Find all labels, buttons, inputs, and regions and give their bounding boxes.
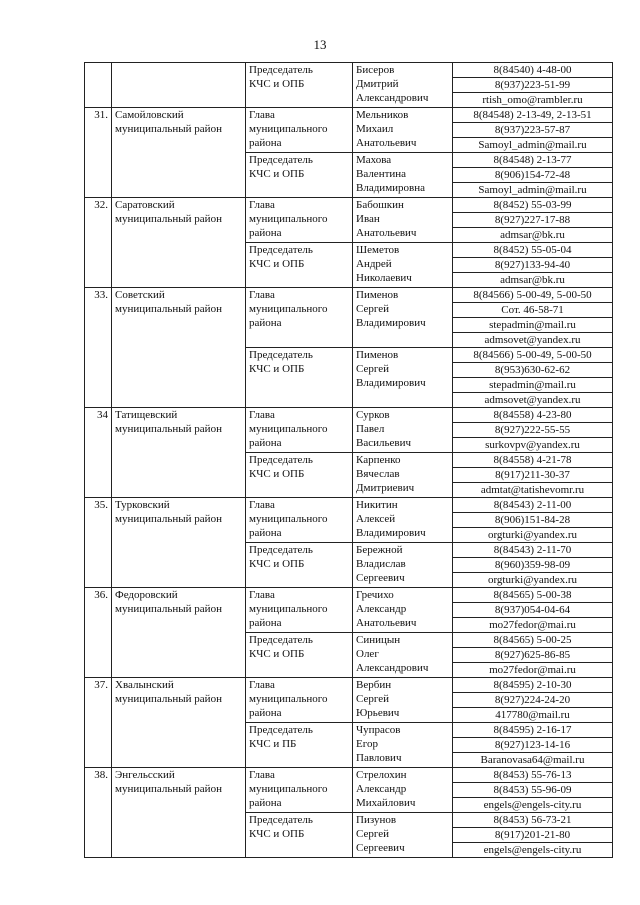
person-line: Николаевич	[356, 272, 412, 284]
person-line: Анатольевич	[356, 227, 417, 239]
contact-cell: 8(8452) 55-05-04	[453, 243, 613, 258]
position-line: Председатель	[249, 724, 313, 736]
position-line: Глава	[249, 109, 275, 121]
position-line: Председатель	[249, 244, 313, 256]
position-line: района	[249, 137, 282, 149]
position-line: КЧС и ОПБ	[249, 648, 305, 660]
person-cell	[353, 633, 453, 678]
position-cell	[246, 813, 353, 858]
region-cell	[112, 63, 246, 108]
contact-cell: 8(84548) 2-13-77	[453, 153, 613, 168]
contact-cell: 417780@mail.ru	[453, 708, 613, 723]
person-cell	[353, 198, 453, 243]
region-line: Энгельсский	[115, 769, 175, 781]
contact-cell: 8(8452) 55-03-99	[453, 198, 613, 213]
person-line: Сергеевич	[356, 572, 405, 584]
region-cell	[112, 588, 246, 678]
row-number	[85, 63, 112, 108]
person-cell	[353, 348, 453, 408]
position-line: Глава	[249, 679, 275, 691]
person-cell	[353, 588, 453, 633]
region-cell	[112, 198, 246, 288]
position-cell	[246, 723, 353, 768]
region-line: Федоровский	[115, 589, 178, 601]
position-cell	[246, 543, 353, 588]
contact-cell: 8(937)223-57-87	[453, 123, 613, 138]
position-line: района	[249, 617, 282, 629]
position-line: района	[249, 797, 282, 809]
contact-cell: engels@engels-city.ru	[453, 843, 613, 858]
region-line: Татищевский	[115, 409, 178, 421]
person-line: Стрелохин	[356, 769, 407, 781]
contact-cell: 8(84595) 2-10-30	[453, 678, 613, 693]
region-cell	[112, 768, 246, 858]
region-line: муниципальный район	[115, 213, 222, 225]
contact-cell: mo27fedor@mai.ru	[453, 663, 613, 678]
position-line: Глава	[249, 199, 275, 211]
region-line: Хвалынский	[115, 679, 174, 691]
position-line: муниципального	[249, 513, 328, 525]
person-cell	[353, 768, 453, 813]
person-line: Михайлович	[356, 797, 416, 809]
position-line: КЧС и ОПБ	[249, 78, 305, 90]
page-number: 13	[313, 37, 327, 52]
contact-cell: 8(84543) 2-11-70	[453, 543, 613, 558]
person-line: Шеметов	[356, 244, 400, 256]
position-line: муниципального	[249, 213, 328, 225]
contact-cell: 8(84566) 5-00-49, 5-00-50	[453, 348, 613, 363]
region-cell	[112, 678, 246, 768]
contact-cell: 8(8453) 55-96-09	[453, 783, 613, 798]
region-line: Турковский	[115, 499, 170, 511]
person-cell	[353, 813, 453, 858]
person-line: Сергей	[356, 693, 389, 705]
person-line: Пименов	[356, 289, 399, 301]
person-line: Валентина	[356, 168, 407, 180]
person-cell	[353, 498, 453, 543]
position-line: района	[249, 527, 282, 539]
person-line: Дмитрий	[356, 78, 399, 90]
row-number: 35.	[85, 498, 112, 588]
position-cell	[246, 768, 353, 813]
person-cell	[353, 288, 453, 348]
contact-cell: 8(8453) 55-76-13	[453, 768, 613, 783]
row-number: 32.	[85, 198, 112, 288]
contacts-table	[84, 62, 613, 858]
position-line: района	[249, 437, 282, 449]
position-line: КЧС и ПБ	[249, 738, 297, 750]
person-line: Егор	[356, 738, 378, 750]
person-line: Владимирович	[356, 377, 426, 389]
position-line: муниципального	[249, 123, 328, 135]
position-line: муниципального	[249, 603, 328, 615]
position-line: КЧС и ОПБ	[249, 468, 305, 480]
person-line: Сурков	[356, 409, 390, 421]
person-line: Никитин	[356, 499, 398, 511]
row-number: 31.	[85, 108, 112, 198]
contact-cell: 8(937)054-04-64	[453, 603, 613, 618]
position-line: Глава	[249, 499, 275, 511]
table-row	[85, 63, 613, 78]
region-line: Советский	[115, 289, 165, 301]
position-cell	[246, 63, 353, 108]
person-line: Карпенко	[356, 454, 401, 466]
contact-cell: 8(927)133-94-40	[453, 258, 613, 273]
position-cell	[246, 408, 353, 453]
person-line: Иван	[356, 213, 380, 225]
contact-cell: 8(84558) 4-21-78	[453, 453, 613, 468]
table-row	[85, 498, 613, 513]
position-line: КЧС и ОПБ	[249, 363, 305, 375]
person-cell	[353, 108, 453, 153]
person-line: Александр	[356, 783, 407, 795]
person-line: Бабошкин	[356, 199, 404, 211]
person-cell	[353, 63, 453, 108]
contact-cell: 8(937)223-51-99	[453, 78, 613, 93]
person-cell	[353, 243, 453, 288]
position-line: района	[249, 707, 282, 719]
position-line: Глава	[249, 409, 275, 421]
position-line: Председатель	[249, 64, 313, 76]
contact-cell: 8(927)123-14-16	[453, 738, 613, 753]
contact-cell: Сот. 46-58-71	[453, 303, 613, 318]
contact-cell: admsovet@yandex.ru	[453, 333, 613, 348]
region-cell	[112, 108, 246, 198]
contact-cell: 8(953)630-62-62	[453, 363, 613, 378]
person-line: Михаил	[356, 123, 394, 135]
contact-cell: 8(917)211-30-37	[453, 468, 613, 483]
row-number: 37.	[85, 678, 112, 768]
person-line: Александр	[356, 603, 407, 615]
row-number: 36.	[85, 588, 112, 678]
position-line: района	[249, 317, 282, 329]
position-cell	[246, 288, 353, 348]
person-line: Алексей	[356, 513, 396, 525]
person-line: Александрович	[356, 662, 429, 674]
position-line: Председатель	[249, 544, 313, 556]
row-number: 33.	[85, 288, 112, 408]
position-line: Председатель	[249, 634, 313, 646]
contact-cell: engels@engels-city.ru	[453, 798, 613, 813]
row-number: 38.	[85, 768, 112, 858]
position-cell	[246, 198, 353, 243]
region-line: муниципальный район	[115, 693, 222, 705]
person-line: Владимирович	[356, 317, 426, 329]
person-cell	[353, 408, 453, 453]
position-cell	[246, 498, 353, 543]
position-line: Председатель	[249, 814, 313, 826]
region-line: Саратовский	[115, 199, 175, 211]
table-row	[85, 198, 613, 213]
contact-cell: mo27fedor@mai.ru	[453, 618, 613, 633]
contact-cell: 8(84558) 4-23-80	[453, 408, 613, 423]
person-line: Бережной	[356, 544, 403, 556]
contact-cell: 8(927)224-24-20	[453, 693, 613, 708]
contact-cell: orgturki@yandex.ru	[453, 573, 613, 588]
person-line: Павел	[356, 423, 385, 435]
person-line: Чупрасов	[356, 724, 401, 736]
table-row	[85, 588, 613, 603]
contact-cell: surkovpv@yandex.ru	[453, 438, 613, 453]
contact-cell: 8(960)359-98-09	[453, 558, 613, 573]
person-cell	[353, 153, 453, 198]
region-cell	[112, 288, 246, 408]
row-number: 34	[85, 408, 112, 498]
person-line: Пизунов	[356, 814, 397, 826]
person-line: Махова	[356, 154, 392, 166]
table-row	[85, 678, 613, 693]
person-line: Сергей	[356, 363, 389, 375]
region-line: муниципальный район	[115, 423, 222, 435]
person-line: Андрей	[356, 258, 392, 270]
contact-cell: 8(84565) 5-00-25	[453, 633, 613, 648]
person-line: Сергеевич	[356, 842, 405, 854]
contact-cell: 8(927)222-55-55	[453, 423, 613, 438]
region-line: муниципальный район	[115, 603, 222, 615]
contact-cell: stepadmin@mail.ru	[453, 318, 613, 333]
contact-cell: Baranovasa64@mail.ru	[453, 753, 613, 768]
contact-cell: Samoyl_admin@mail.ru	[453, 183, 613, 198]
person-line: Олег	[356, 648, 379, 660]
position-cell	[246, 588, 353, 633]
contact-cell: admsar@bk.ru	[453, 228, 613, 243]
region-cell	[112, 498, 246, 588]
person-line: Анатольевич	[356, 617, 417, 629]
contact-cell: 8(84595) 2-16-17	[453, 723, 613, 738]
position-line: Председатель	[249, 154, 313, 166]
position-cell	[246, 348, 353, 408]
table-row	[85, 408, 613, 423]
position-line: КЧС и ОПБ	[249, 558, 305, 570]
contact-cell: orgturki@yandex.ru	[453, 528, 613, 543]
contact-cell: admtat@tatishevomr.ru	[453, 483, 613, 498]
position-line: Председатель	[249, 349, 313, 361]
person-cell	[353, 678, 453, 723]
contact-cell: rtish_omo@rambler.ru	[453, 93, 613, 108]
person-line: Юрьевич	[356, 707, 400, 719]
contact-cell: admsar@bk.ru	[453, 273, 613, 288]
position-line: муниципального	[249, 693, 328, 705]
person-line: Владислав	[356, 558, 406, 570]
table-row	[85, 288, 613, 303]
contact-cell: admsovet@yandex.ru	[453, 393, 613, 408]
contact-cell: 8(84540) 4-48-00	[453, 63, 613, 78]
table-row	[85, 108, 613, 123]
contact-cell: 8(906)151-84-28	[453, 513, 613, 528]
person-cell	[353, 723, 453, 768]
contact-cell: 8(84565) 5-00-38	[453, 588, 613, 603]
position-cell	[246, 453, 353, 498]
position-cell	[246, 153, 353, 198]
contact-cell: 8(927)625-86-85	[453, 648, 613, 663]
position-line: Глава	[249, 289, 275, 301]
region-line: муниципальный район	[115, 303, 222, 315]
contact-cell: Samoyl_admin@mail.ru	[453, 138, 613, 153]
person-line: Вячеслав	[356, 468, 400, 480]
person-line: Мельников	[356, 109, 409, 121]
person-line: Дмитриевич	[356, 482, 415, 494]
region-line: Самойловский	[115, 109, 184, 121]
person-line: Павлович	[356, 752, 402, 764]
person-cell	[353, 453, 453, 498]
position-line: КЧС и ОПБ	[249, 168, 305, 180]
person-line: Владимировна	[356, 182, 426, 194]
person-line: Васильевич	[356, 437, 411, 449]
contact-cell: 8(906)154-72-48	[453, 168, 613, 183]
position-line: Глава	[249, 589, 275, 601]
contact-cell: 8(927)227-17-88	[453, 213, 613, 228]
table-row	[85, 768, 613, 783]
position-line: КЧС и ОПБ	[249, 828, 305, 840]
person-line: Александрович	[356, 92, 429, 104]
position-cell	[246, 633, 353, 678]
person-line: Синицын	[356, 634, 401, 646]
position-line: КЧС и ОПБ	[249, 258, 305, 270]
person-line: Пименов	[356, 349, 399, 361]
person-line: Гречихо	[356, 589, 394, 601]
region-cell	[112, 408, 246, 498]
position-line: Глава	[249, 769, 275, 781]
contact-cell: 8(84543) 2-11-00	[453, 498, 613, 513]
region-line: муниципальный район	[115, 783, 222, 795]
position-cell	[246, 243, 353, 288]
position-line: района	[249, 227, 282, 239]
contact-cell: 8(8453) 56-73-21	[453, 813, 613, 828]
person-cell	[353, 543, 453, 588]
position-line: муниципального	[249, 303, 328, 315]
contact-cell: 8(917)201-21-80	[453, 828, 613, 843]
person-line: Бисеров	[356, 64, 395, 76]
contact-cell: stepadmin@mail.ru	[453, 378, 613, 393]
position-line: муниципального	[249, 783, 328, 795]
person-line: Владимирович	[356, 527, 426, 539]
person-line: Анатольевич	[356, 137, 417, 149]
position-line: Председатель	[249, 454, 313, 466]
contact-cell: 8(84566) 5-00-49, 5-00-50	[453, 288, 613, 303]
person-line: Сергей	[356, 828, 389, 840]
contact-cell: 8(84548) 2-13-49, 2-13-51	[453, 108, 613, 123]
person-line: Сергей	[356, 303, 389, 315]
region-line: муниципальный район	[115, 513, 222, 525]
person-line: Вербин	[356, 679, 392, 691]
position-cell	[246, 678, 353, 723]
region-line: муниципальный район	[115, 123, 222, 135]
position-line: муниципального	[249, 423, 328, 435]
position-cell	[246, 108, 353, 153]
